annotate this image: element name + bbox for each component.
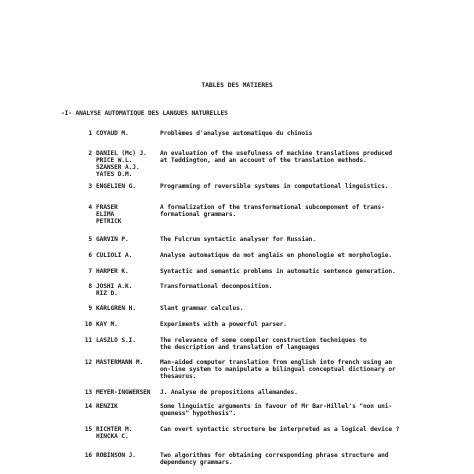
entry-number: 14 bbox=[84, 403, 92, 410]
entry-number: 2 bbox=[88, 150, 92, 157]
page-title: TABLES DES MATIERES bbox=[201, 81, 273, 89]
entry-title-line: the description and translation of languages bbox=[160, 344, 320, 351]
entry-number: 5 bbox=[88, 236, 92, 243]
entry-number: 7 bbox=[88, 268, 92, 275]
entry-title-line: Transformational decomposition. bbox=[160, 283, 273, 290]
author-name: KARLGREN H. bbox=[96, 305, 136, 312]
entry-authors bbox=[96, 252, 158, 259]
author-name: GARVIN P. bbox=[96, 236, 129, 243]
entry-title bbox=[160, 321, 460, 328]
entry-authors bbox=[96, 403, 158, 410]
entry-number: 16 bbox=[84, 452, 92, 459]
entry-authors bbox=[96, 321, 158, 328]
entry-title bbox=[160, 150, 460, 164]
entry-authors bbox=[96, 183, 158, 190]
author-name: RIZ D. bbox=[96, 290, 118, 297]
author-name: LASZLO S.I. bbox=[96, 337, 136, 344]
author-name: RENZIK bbox=[96, 403, 118, 410]
entry-title-line: J. Analyse de propositions allemandes. bbox=[160, 389, 298, 396]
entry-title-line: dependency grammars. bbox=[160, 459, 233, 466]
entry-title bbox=[160, 426, 460, 433]
entry-authors bbox=[96, 305, 158, 312]
entry-authors bbox=[96, 150, 158, 178]
entry-title-line: on-line system to manipulate a bilingual conceptual dictionary or bbox=[160, 366, 396, 373]
author-name: RICHTER M. bbox=[96, 426, 133, 433]
author-name: FRASER bbox=[96, 204, 118, 211]
entry-title-line: thesaurus. bbox=[160, 373, 197, 380]
entry-authors bbox=[96, 236, 158, 243]
author-name: ENGELIEN G. bbox=[96, 183, 136, 190]
author-name: PRICE W.L. bbox=[96, 157, 133, 164]
entry-number: 9 bbox=[88, 305, 92, 312]
author-name: DANIEL (Mc) J. bbox=[96, 150, 147, 157]
section-heading: -I- ANALYSE AUTOMATIQUE DES LANGUES NATURELLES bbox=[61, 110, 228, 117]
entry-title bbox=[160, 403, 460, 417]
entry-title bbox=[160, 130, 460, 137]
entry-authors bbox=[96, 283, 158, 297]
author-name: CULIOLI A. bbox=[96, 252, 133, 259]
entry-authors bbox=[96, 452, 158, 459]
entry-title bbox=[160, 359, 460, 380]
entry-number: 12 bbox=[84, 359, 92, 366]
author-name: KAY M. bbox=[96, 321, 118, 328]
entry-number: 4 bbox=[88, 204, 92, 211]
entry-title-line: Some linguistic arguments in favour of Mr Bar-Hillel's "non uni- bbox=[160, 403, 393, 410]
author-name: ROBINSON J. bbox=[96, 452, 136, 459]
entry-number: 15 bbox=[84, 426, 92, 433]
author-name: MASTERMANN M. bbox=[96, 359, 144, 366]
entry-title-line: A formalization of the transformational subcomponent of trans- bbox=[160, 204, 385, 211]
author-name: JOSHI A.K. bbox=[96, 283, 133, 290]
entry-authors bbox=[96, 268, 158, 275]
entry-title bbox=[160, 337, 460, 351]
entry-title-line: Problèmes d'analyse automatique du chinois bbox=[160, 130, 313, 137]
entry-number: 11 bbox=[84, 337, 92, 344]
entry-authors bbox=[96, 130, 158, 137]
entry-title-line: Slant grammar calculus. bbox=[160, 305, 244, 312]
entry-title-line: queness" hypothesis". bbox=[160, 410, 237, 417]
author-name: HARPER K. bbox=[96, 268, 129, 275]
entry-title-line: at Teddington, and an account of the translation methods. bbox=[160, 157, 367, 164]
entry-authors bbox=[96, 359, 158, 366]
entry-number: 6 bbox=[88, 252, 92, 259]
entry-authors bbox=[96, 426, 158, 440]
entry-number: 3 bbox=[88, 183, 92, 190]
entry-authors bbox=[96, 204, 158, 225]
entry-title-line: Syntactic and semantic problems in automatic sentence generation. bbox=[160, 268, 396, 275]
entry-authors bbox=[96, 389, 158, 396]
entry-title bbox=[160, 452, 460, 466]
entry-title bbox=[160, 183, 460, 190]
entry-number: 8 bbox=[88, 283, 92, 290]
entry-title-line: Can overt syntactic structure be interpreted as a logical device ? bbox=[160, 426, 400, 433]
entry-title-line: Analyse automatique du mot anglais en phonologie et morphologie. bbox=[160, 252, 393, 259]
entry-title-line: Man-aided computer translation from english into french using an bbox=[160, 359, 393, 366]
entry-title-line: An evaluation of the usefulness of machine translations produced bbox=[160, 150, 393, 157]
author-name: ELIMA bbox=[96, 211, 115, 218]
entry-title-line: Two algorithms for obtaining corresponding phrase structure and bbox=[160, 452, 389, 459]
entry-title bbox=[160, 389, 460, 396]
entry-title-line: Programming of reversible systems in computational linguistics. bbox=[160, 183, 389, 190]
author-name: PETRICK bbox=[96, 218, 122, 225]
entry-title bbox=[160, 236, 460, 243]
entry-number: 13 bbox=[84, 389, 92, 396]
entry-title bbox=[160, 204, 460, 218]
entry-title-line: The Fulcrum syntactic analyser for Russian. bbox=[160, 236, 316, 243]
entry-authors bbox=[96, 337, 158, 344]
entry-title-line: The relevance of some compiler construction techniques to bbox=[160, 337, 367, 344]
entry-title-line: Experiments with a powerful parser. bbox=[160, 321, 287, 328]
entry-number: 10 bbox=[84, 321, 92, 328]
entry-number: 1 bbox=[88, 130, 92, 137]
author-name: COYAUD M. bbox=[96, 130, 129, 137]
author-name: MEYER-INGWERSEN bbox=[96, 389, 151, 396]
entry-title bbox=[160, 305, 460, 312]
entry-title-line: formational grammars. bbox=[160, 211, 237, 218]
author-name: HINCKA C. bbox=[96, 433, 129, 440]
author-name: SZANSER A.J. bbox=[96, 164, 140, 171]
entry-title bbox=[160, 268, 460, 275]
entry-title bbox=[160, 283, 460, 290]
entry-title bbox=[160, 252, 460, 259]
author-name: YATES D.M. bbox=[96, 171, 133, 178]
